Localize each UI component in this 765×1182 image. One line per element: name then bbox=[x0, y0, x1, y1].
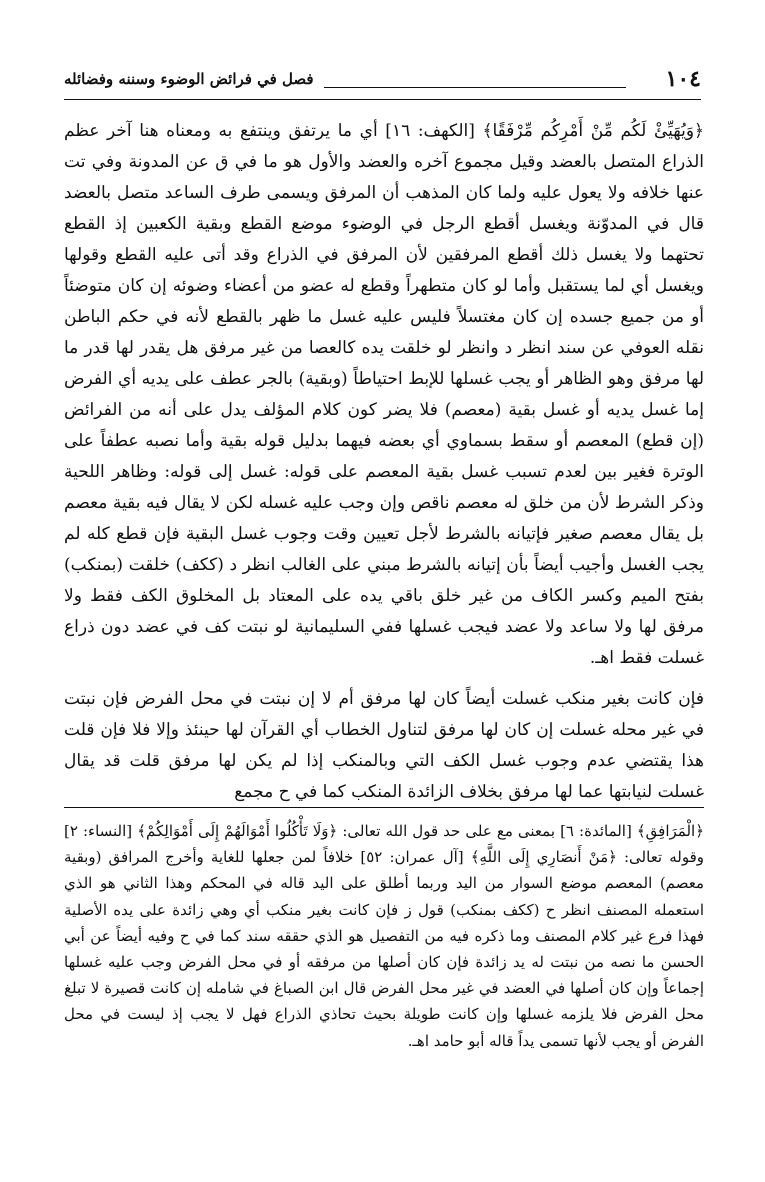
page-number: ١٠٤ bbox=[665, 66, 701, 92]
footnote-divider bbox=[64, 807, 704, 808]
main-paragraph: ﴿وَيُهَيِّئْ لَكُم مِّنْ أَمْرِكُم مِّرْفَقًا﴾ [الكهف: ١٦] أي ما يرتفق وينتفع به ومعناه هنا آخر عظم الذراع المتصل بالعضد وقيل مجموع آخره والعضد والأول هو ما في ق عن المدونة وفي تت عنها خلافه ولا يعول عليه ولما كان المذهب أن المرفق ويسمى طرف الساعد متصل بالعضد قال في المدوّنة ويغسل أقطع الرجل في الوضوء موضع القطع وبقية الكعبين إذ القطع تحتهما ولا يغسل ذلك أقطع المرفقين لأن المرفق في الذراع وقد أتى عليه القطع وقولها ويغسل أي لما يستقبل وأما لو كان متطهراً وقطع له عضو من أعضاء وضوئه إن كان متوضئاً أو من جميع جسده إن كان مغتسلاً فليس عليه غسل ما ظهر بالقطع لأنه في حكم الباطن نقله العوفي عن سند انظر د وانظر لو خلقت يده كالعصا من غير مرفق هل يقدر لها قدر ما لها مرفق وهو الظاهر أو يجب غسلها للإبط احتياطاً (وبقية) بالجر عطف على يديه أي الفرض إما غسل يديه أو غسل بقية (معصم) فلا يضر كون كلام المؤلف يدل على أنه من الفرائض (إن قطع) المعصم أو سقط بسماوي أي بعضه فيهما بدليل قوله بقية وأما نصبه عطفاً على الوترة فغير بين لعدم تسبب غسل بقية المعصم على قوله: غسل إلى قوله: وظاهر اللحية وذكر الشرط لأن من خلق له معصم ناقص وإن وجب عليه غسله لكن لا يقال فيه بقية معصم بل يقال معصم صغير فإتيانه بالشرط لأجل تعيين وقت وجوب غسل البقية فإن قطع كله لم يجب الغسل وأجيب أيضاً بأن إتيانه بالشرط مبني على الغالب انظر د (ككف) خلقت (بمنكب) بفتح الميم وكسر الكاف من غير خلق باقي يده على المعتاد بل المخلوق الكف فقط ولا مرفق لها ولا ساعد ولا عضد فيجب غسلها ففي السليمانية لو نبتت كف في عضد دون ذراع غسلت فقط اهـ. bbox=[64, 121, 704, 668]
header-title-rule bbox=[324, 87, 626, 88]
main-text bbox=[64, 116, 704, 808]
footnote-paragraph: ﴿الْمَرَافِقِ﴾ [المائدة: ٦] بمعنى مع على حد قول الله تعالى: ﴿وَلَا تَأْكُلُوا أَمْوَالَهُمْ إِلَى أَمْوَالِكُمْ﴾ [النساء: ٢] وقوله تعالى: ﴿مَنْ أَنصَارِي إِلَى اللَّهِ﴾ [آل عمران: ٥٢] خلافاً لمن جعلها للغاية وأخرج المرافق (وبقية معصم) المعصم موضع السوار من اليد وربما أطلق على اليد قاله في المحكم وهذا الثاني هو الذي استعمله المصنف انظر ح (ككف بمنكب) قول ز فإن كانت بغير منكب أي وهي زائدة على يده الأصلية فهذا فرع غير كلام المصنف وما ذكره فيه من التفصيل هو الذي حققه سند كما في ح وفيه أيضاً عن أبي الحسن ما نصه من نبتت له يد زائدة فإن كان أصلها من مرفقه أو في محل الفرض وجب عليه غسلها إجماعاً وإن كان أصلها في العضد في غير محل الفرض قال ابن الصباغ في شامله إن كانت قصيرة لا تبلغ محل الفرض فلا يلزمه غسلها وإن كانت طويلة بحيث تحاذي الذراع فهل لا يجب إذ ليست في محل الفرض أو يجب لأنها تسمى يداً قاله أبو حامد اهـ. bbox=[64, 822, 704, 1050]
main-paragraph: فإن كانت بغير منكب غسلت أيضاً كان لها مرفق أم لا إن نبتت في محل الفرض فإن نبتت في غير محله غسلت إن كان لها مرفق لتناول الخطاب أي القرآن لها حينئذ وإلا فلا فإن قلت هذا يقتضي عدم وجوب غسل الكف التي وبالمنكب إذا لم يكن لها مرفق قلت قد يقال غسلت لنيابتها عما لها مرفق بخلاف الزائدة المنكب كما في ح مجمع bbox=[64, 689, 704, 802]
running-title: فصل في فرائض الوضوء وسننه وفضائله bbox=[64, 70, 314, 88]
footnote bbox=[64, 818, 704, 1054]
page-header bbox=[64, 64, 701, 100]
header-divider bbox=[64, 99, 701, 100]
